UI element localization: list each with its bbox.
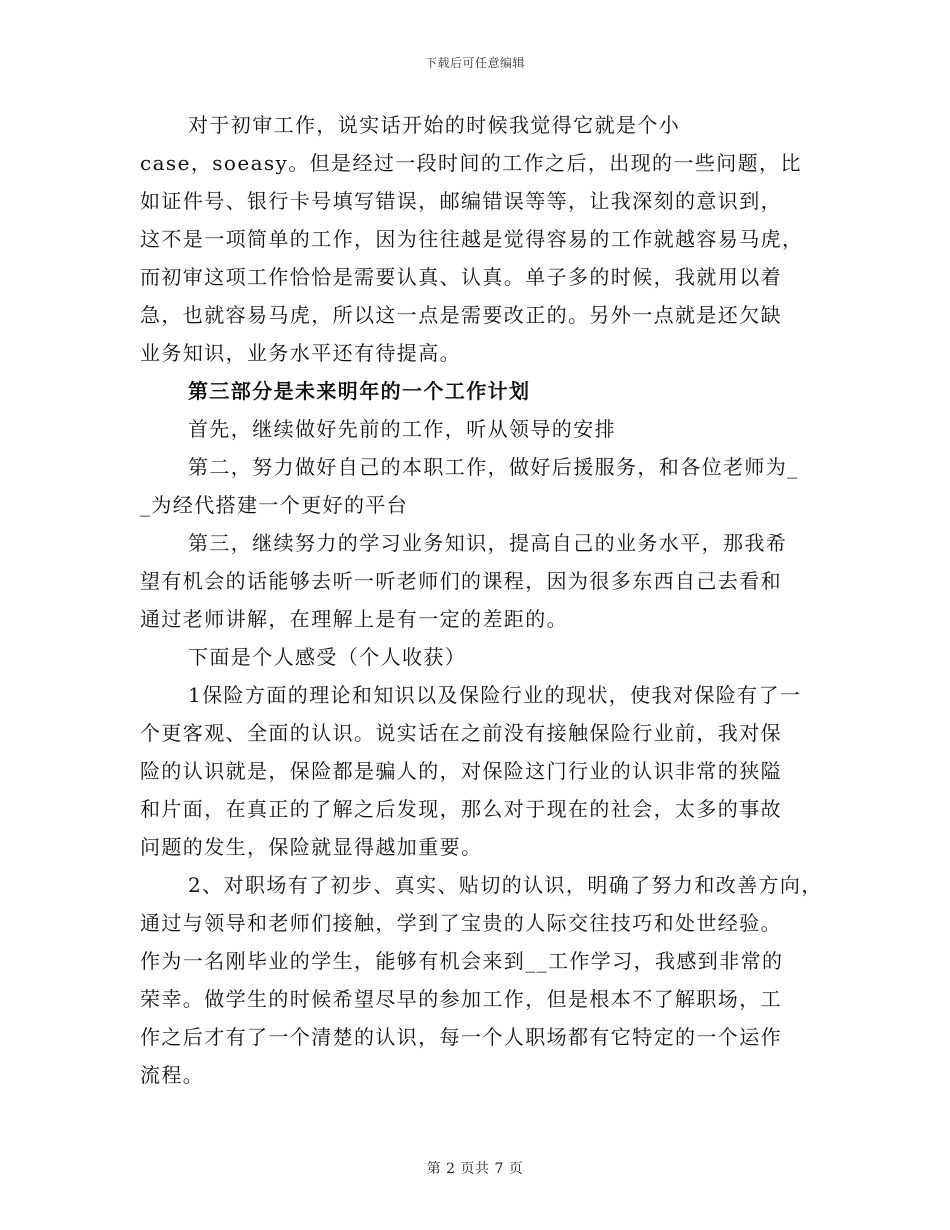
paragraph-line: 1保险方面的理论和知识以及保险行业的现状，使我对保险有了一 xyxy=(188,683,802,707)
document-body xyxy=(140,106,823,1094)
paragraph-line: 这不是一项简单的工作，因为往往越是觉得容易的工作就越容易马虎， xyxy=(140,227,804,251)
paragraph-line: 如证件号、银行卡号填写错误，邮编错误等等，让我深刻的意识到， xyxy=(140,189,782,213)
paragraph-line: 而初审这项工作恰恰是需要认真、认真。单子多的时候，我就用以着 xyxy=(140,265,782,289)
paragraph-line: _为经代搭建一个更好的平台 xyxy=(140,493,409,517)
paragraph-line: 问题的发生，保险就显得越加重要。 xyxy=(140,835,483,859)
paragraph-line: 个更客观、全面的认识。说实话在之前没有接触保险行业前，我对保 xyxy=(140,721,782,745)
paragraph-line: case，soeasy。但是经过一段时间的工作之后，出现的一些问题，比 xyxy=(140,151,802,175)
paragraph-line: 第二，努力做好自己的本职工作，做好后援服务，和各位老师为_ xyxy=(188,455,799,479)
paragraph-line: 流程。 xyxy=(140,1063,205,1087)
paragraph-line: 险的认识就是，保险都是骗人的，对保险这门行业的认识非常的狭隘 xyxy=(140,759,782,783)
paragraph-line: 荣幸。做学生的时候希望尽早的参加工作，但是根本不了解职场，工 xyxy=(140,987,782,1011)
paragraph-line: 作之后才有了一个清楚的认识，每一个人职场都有它特定的一个运作 xyxy=(140,1025,782,1049)
paragraph-line: 急，也就容易马虎，所以这一点是需要改正的。另外一点就是还欠缺 xyxy=(140,303,782,327)
paragraph-line: 对于初审工作，说实话开始的时候我觉得它就是个小 xyxy=(188,113,681,137)
paragraph-line: 通过老师讲解，在理解上是有一定的差距的。 xyxy=(140,607,568,631)
paragraph-line: 和片面，在真正的了解之后发现，那么对于现在的社会，太多的事故 xyxy=(140,797,782,821)
paragraph-line: 望有机会的话能够去听一听老师们的课程，因为很多东西自己去看和 xyxy=(140,569,782,593)
paragraph-line: 下面是个人感受（个人收获） xyxy=(188,645,467,669)
paragraph-line: 2、对职场有了初步、真实、贴切的认识，明确了努力和改善方向， xyxy=(188,873,823,897)
paragraph-line: 通过与领导和老师们接触，学到了宝贵的人际交往技巧和处世经验。 xyxy=(140,911,782,935)
paragraph-line: 作为一名刚毕业的学生，能够有机会来到__工作学习，我感到非常的 xyxy=(140,949,784,973)
section-heading: 第三部分是未来明年的一个工作计划 xyxy=(188,379,531,403)
paragraph-line: 第三，继续努力的学习业务知识，提高自己的业务水平，那我希 xyxy=(188,531,788,555)
paragraph-line: 业务知识，业务水平还有待提高。 xyxy=(140,341,461,365)
page-number-footer: 第 2 页共 7 页 xyxy=(426,1161,524,1177)
header-note: 下载后可任意编辑 xyxy=(424,56,525,70)
paragraph-line: 首先，继续做好先前的工作，听从领导的安排 xyxy=(188,417,616,441)
